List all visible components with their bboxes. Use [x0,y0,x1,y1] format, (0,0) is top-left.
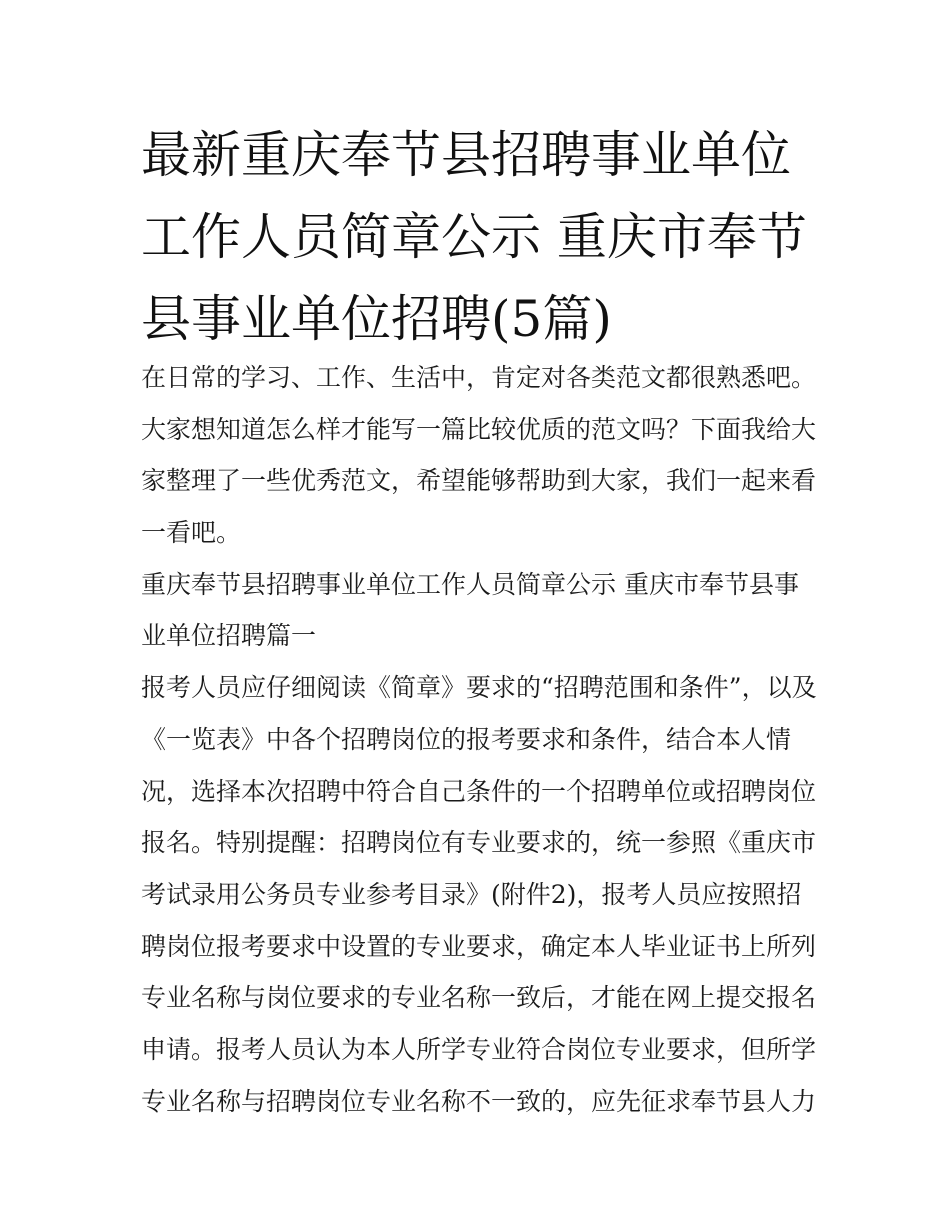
section-heading-line: 业单位招聘篇一 [141,621,317,651]
paragraph-line: 专业名称与岗位要求的专业名称一致后，才能在网上提交报名 [141,983,817,1013]
paragraph-line: 专业名称与招聘岗位专业名称不一致的，应先征求奉节县人力 [141,1086,817,1116]
paragraph-line: 申请。报考人员认为本人所学专业符合岗位专业要求，但所学 [141,1034,817,1064]
paragraph-line: 聘岗位报考要求中设置的专业要求，确定本人毕业证书上所列 [141,931,817,961]
title-line: 县事业单位招聘(5篇) [141,290,612,348]
intro-line: 一看吧。 [141,518,242,548]
intro-line: 大家想知道怎么样才能写一篇比较优质的范文吗？下面我给大 [141,414,817,444]
section-heading-line: 重庆奉节县招聘事业单位工作人员简章公示 重庆市奉节县事 [141,569,799,599]
title-line: 最新重庆奉节县招聘事业单位 [141,126,791,184]
title-line: 工作人员简章公示 重庆市奉节 [141,208,807,266]
intro-line: 家整理了一些优秀范文，希望能够帮助到大家，我们一起来看 [141,466,817,496]
intro-line: 在日常的学习、工作、生活中，肯定对各类范文都很熟悉吧。 [141,363,817,392]
paragraph-line: 报考人员应仔细阅读《简章》要求的“招聘范围和条件”，以及 [141,673,817,703]
document-body [141,352,821,1127]
paragraph-line: 报名。特别提醒：招聘岗位有专业要求的，统一参照《重庆市 [141,828,817,858]
document-title [141,114,821,360]
paragraph-line: 考试录用公务员专业参考目录》(附件2)，报考人员应按照招 [141,879,802,909]
paragraph-line: 况，选择本次招聘中符合自己条件的一个招聘单位或招聘岗位 [141,776,817,806]
paragraph-line: 《一览表》中各个招聘岗位的报考要求和条件，结合本人情 [141,724,792,754]
